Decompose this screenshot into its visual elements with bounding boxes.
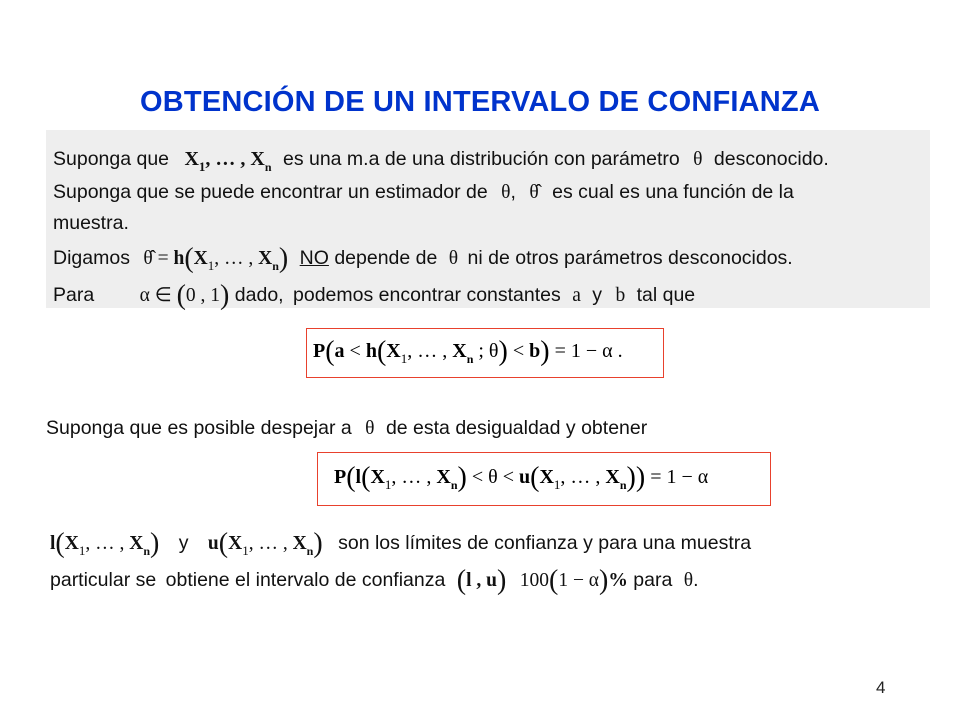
estimator-formula: θ̂ = $h(X_1$, … , $X_n$) (143, 243, 289, 274)
text: obtiene el intervalo de confianza (165, 569, 446, 591)
para1-line5 (53, 280, 695, 312)
theta-symbol: θ (448, 248, 459, 269)
text: Suponga que (53, 148, 170, 170)
page-number: 4 (876, 678, 886, 697)
text: es cual es una función de la (552, 181, 794, 203)
theta-symbol: θ (693, 149, 703, 170)
theta-symbol: θ (683, 570, 694, 591)
text: Suponga que es posible despejar a (46, 417, 352, 439)
text: particular se (50, 569, 157, 591)
upper-limit: $u(X_1$, … , $X_n$) (207, 528, 323, 559)
const-a: a (572, 285, 581, 306)
text: de esta desigualdad y obtener (385, 417, 648, 439)
text: ni de otros parámetros desconocidos. (467, 247, 793, 269)
sample-vars: $X_1$, … , $X_n$ (184, 148, 272, 174)
theta-symbol: θ (365, 418, 375, 439)
slide-title: OBTENCIÓN DE UN INTERVALO DE CONFIANZA (140, 86, 820, 118)
para1-line1 (53, 148, 829, 175)
text: desconocido. (713, 148, 829, 170)
para1-line2: Suponga que se puede encontrar un estimador de θ, θ̂ es cual es una función de la (53, 181, 794, 203)
alpha-interval: α ∈ (0 , 1) (139, 280, 230, 311)
text: Digamos (53, 247, 130, 269)
para2-line2: particular se obtiene el intervalo de confianza (l , u) 100(1 − α)% para θ. (50, 565, 699, 596)
confidence-level: 100(1 − α)% (519, 565, 628, 596)
text: tal que (636, 284, 696, 306)
text: y (178, 532, 189, 554)
theta-hat-symbol: θ̂ (529, 182, 539, 203)
para1-line3: muestra. (53, 212, 129, 234)
interval-equation: $P(l(X_1$, … , $X_n) < \theta < u(X_1$, … , $X_n)) = 1 - \alpha$ (334, 462, 709, 493)
interval-lu: (l , u) (456, 565, 507, 596)
text: son los límites de confianza y para una muestra (338, 532, 752, 554)
text: para (633, 569, 673, 591)
const-b: b (615, 285, 626, 306)
text: podemos encontrar constantes (293, 284, 561, 306)
text: depende de (334, 247, 438, 269)
theta-symbol: θ (501, 182, 511, 203)
probability-equation: $P(a < h(X_1$, … , $X_n$ ; θ) < b) = 1 − α . (313, 336, 623, 367)
text: dado, (234, 284, 284, 306)
lower-limit: $l(X_1$, … , $X_n$) (50, 528, 160, 559)
text: Para (53, 284, 95, 306)
text: y (592, 284, 603, 306)
para2-intro (46, 417, 647, 440)
text: es una m.a de una distribución con parámetro (282, 148, 680, 170)
para1-line4 (53, 243, 793, 275)
no-emphasis: NO (299, 247, 329, 269)
text: Suponga que se puede encontrar un estimador de (53, 181, 488, 203)
para2-line1 (50, 528, 751, 560)
